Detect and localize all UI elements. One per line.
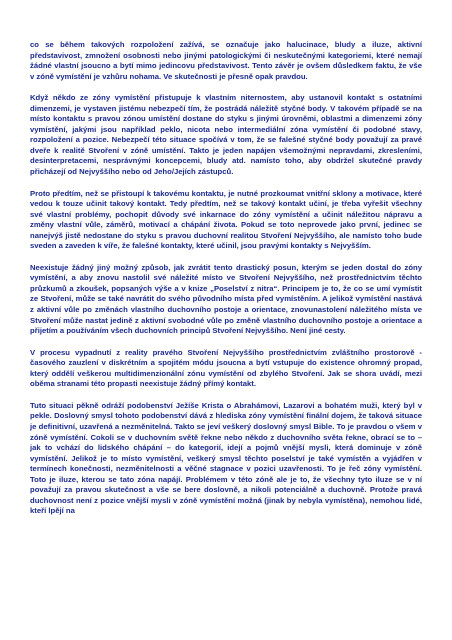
- paragraph-1: co se během takových rozpoložení zažívá, se označuje jako halucinace, bludy a iluze, aktivní představivost, zmnožení osobnosti nebo jinými patologickými či neskutečnými kategoriemi, které nemají žádné vlastní jsoucno a bytí mimo jedincovu představivost. Tento závěr je ovšem důsledkem faktu, že vše v zóně vymístění je vzhůru nohama. Ve skutečnosti je přesně opak pravdou.: [30, 40, 422, 81]
- paragraph-4: Neexistuje žádný jiný možný způsob, jak zvrátit tento drastický posun, kterým se jeden dostal do zóny vymístění, a aby znovu nastolil své náležité místo ve Stvoření Nejvyššího, než prostřednictvím těchto průzkumů a zkoušek, popsaných výše a v knize „Poselství z nitra“. Principem je to, že co se umí vymístit ze Stvoření, může se také navrátit do svého původního místa před vymístěním. A jelikož vymístění nastává z aktivní vůle po změnách vlastního duchovního postoje a orientace, znovunastolení náležitého místa ve Stvoření může nastat jedině z aktivní svobodné vůle po změně vlastního duchovního postoje a orientace a přijetím a používáním všech duchovních principů Stvoření Nejvyššího. Není jiné cesty.: [30, 262, 422, 336]
- document-body: [30, 40, 422, 517]
- paragraph-5: V procesu vypadnutí z reality pravého Stvoření Nejvyššího prostřednictvím zvláštního prostorově - časového zauzlení v diskrétním a spojitém módu jsoucna a bytí vstupuje do existence ohromný propad, který oddělí veškerou multidimenzionální zónu vymístění od zbylého Stvoření. Jak se shora uvádí, mezi oběma stranami této propasti neexistuje žádný přímý kontakt.: [30, 347, 422, 389]
- paragraph-2: Když někdo ze zóny vymístění přistupuje k vlastním niternostem, aby ustanovil kontakt s ostatními dimenzemi, je vystaven jistému nebezpečí tím, že postrádá náležitě styčné body. V takovém případě se na místo kontaktu s pravou zónou umístění dostane do styku s jinými úrovněmi, oblastmi a dimenzemi zóny vymístění, jakými jsou například peklo, nicota nebo intermediální zóna vymístění či podobné stavy, rozpoložení a pozice. Nebezpečí této situace spočívá v tom, že se falešné styčné body považují za pravé dveře k realitě Stvoření v zóně umístění. Takto je jeden napájen všemožnými nepravdami, zkresleními, desinterpretacemi, nesprávnými koncepcemi, bludy atd. namísto toho, aby obdržel skutečné pravdy přicházejí od Nejvyššího nebo od Jeho/Jejích zástupců.: [30, 93, 422, 177]
- paragraph-6: Tuto situaci pěkně odráží podobenství Ježíše Krista o Abrahámovi, Lazarovi a bohatém muži, který byl v pekle. Doslovný smysl tohoto podobenství dává z hlediska zóny vymístění finální dojem, že taková situace je definitivní, uzavřená a nezměnitelná. Takto se jeví veškerý doslovný smysl Bible. To je pravdou o všem v zóně vymístění. Cokoli se v duchovním světě řekne nebo někdo z duchovního světa řekne, obrací se to – jak to vchází do lidského chápání – do kategorií, idejí a pojmů vnější mysli, která dominuje v zóně vymístění. Jelikož je to místo vymístění, veškerý smysl těchto poselství je také vymístěn a vyjádřen v termínech konečnosti, nezměnitelnosti a věčné stagnace v pozici uzavřenosti. To je řeč zóny vymístění. Toto je iluze, kterou se tato zóna napájí. Problémem v této zóně ale je to, že všechny tyto iluze se v ní považují za pravou skutečnost a vše se bere doslovně, a nikoli potenciálně a duchovně. Protože pravá duchovnost není z pozice vnější mysli v zóně vymístění možná (jinak by nebyla vymístěna), nemohou lidé, kteří lpějí na: [30, 400, 422, 516]
- paragraph-3: Proto předtím, než se přistoupí k takovému kontaktu, je nutné prozkoumat vnitřní sklony a motivace, které vedou k touze učinit takový kontakt. Tedy předtím, než se takový kontakt učiní, je třeba vyřešit všechny své vlastní problémy, pochopit důvody své inkarnace do zóny vymístění a učinit náležitou nápravu a změny vlastní vůle, záměrů, motivací a chápání života. Pokud se toto neprovede jako první, jedinec se nanejvýš jistě nedostane do styku s pravou duchovní realitou Stvoření Nejvyššího, ale namísto toho bude sveden a zaveden k víře, že falešné kontakty, které učinil, jsou pravými kontakty s Nejvyšším.: [30, 188, 422, 251]
